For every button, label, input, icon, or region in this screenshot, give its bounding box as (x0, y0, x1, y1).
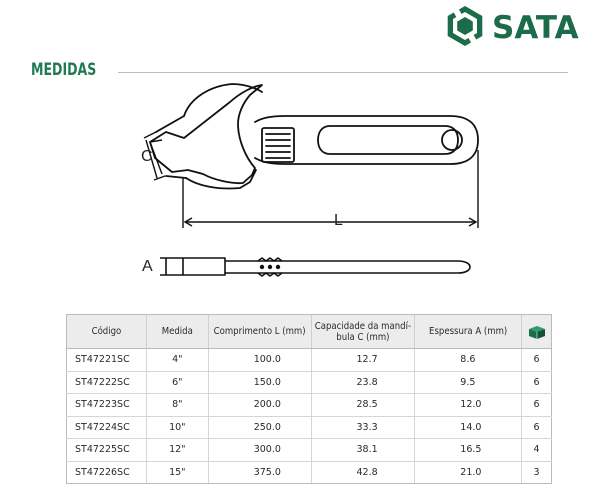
dimension-label-l: L (334, 212, 343, 229)
cell-capacity: 42.8 (311, 461, 415, 484)
header-size: Medida (146, 315, 208, 349)
box-icon (527, 324, 547, 340)
cell-capacity: 23.8 (311, 371, 415, 394)
wrench-hang-hole (442, 130, 462, 150)
cell-code: ST47222SC (67, 371, 147, 394)
cell-capacity: 33.3 (311, 416, 415, 439)
cell-code: ST47225SC (67, 439, 147, 462)
cell-capacity: 28.5 (311, 394, 415, 417)
cell-thickness: 21.0 (415, 461, 522, 484)
cell-thickness: 8.6 (415, 349, 522, 372)
section-title: MEDIDAS (31, 60, 97, 80)
cell-capacity: 12.7 (311, 349, 415, 372)
header-capacity: Capacidade da mandí- bula C (mm) (311, 315, 415, 349)
cell-thickness: 9.5 (415, 371, 522, 394)
header-pack-qty (522, 315, 552, 349)
cell-size: 8" (146, 394, 208, 417)
cell-code: ST47221SC (67, 349, 147, 372)
cell-code: ST47226SC (67, 461, 147, 484)
cell-size: 15" (146, 461, 208, 484)
brand-name: SATA (492, 10, 579, 46)
cell-thickness: 14.0 (415, 416, 522, 439)
cell-size: 12" (146, 439, 208, 462)
cell-length: 100.0 (208, 349, 311, 372)
dimension-label-a: A (142, 258, 153, 275)
spec-table (66, 314, 552, 484)
cell-code: ST47223SC (67, 394, 147, 417)
cell-length: 300.0 (208, 439, 311, 462)
wrench-side-head (183, 258, 225, 275)
wrench-handle-inner (318, 126, 458, 154)
cell-code: ST47224SC (67, 416, 147, 439)
cell-pack-qty: 6 (522, 416, 552, 439)
header-length: Comprimento L (mm) (208, 315, 311, 349)
table-row (67, 394, 552, 417)
cell-length: 150.0 (208, 371, 311, 394)
table-row (67, 416, 552, 439)
cell-thickness: 16.5 (415, 439, 522, 462)
cell-pack-qty: 6 (522, 394, 552, 417)
dimension-label-c: C (141, 148, 153, 165)
cell-thickness: 12.0 (415, 394, 522, 417)
cell-length: 250.0 (208, 416, 311, 439)
table-row (67, 371, 552, 394)
cell-capacity: 38.1 (311, 439, 415, 462)
cell-pack-qty: 4 (522, 439, 552, 462)
header-code: Código (67, 315, 147, 349)
cell-pack-qty: 3 (522, 461, 552, 484)
cell-length: 375.0 (208, 461, 311, 484)
table-row (67, 349, 552, 372)
wrench-head-outline (150, 85, 262, 183)
table-body (67, 349, 552, 484)
cell-pack-qty: 6 (522, 371, 552, 394)
cell-size: 6" (146, 371, 208, 394)
cell-pack-qty: 6 (522, 349, 552, 372)
cell-size: 4" (146, 349, 208, 372)
header-thickness: Espessura A (mm) (415, 315, 522, 349)
table-row (67, 461, 552, 484)
table-row (67, 439, 552, 462)
cell-length: 200.0 (208, 394, 311, 417)
table-header-row (67, 315, 552, 349)
cell-size: 10" (146, 416, 208, 439)
